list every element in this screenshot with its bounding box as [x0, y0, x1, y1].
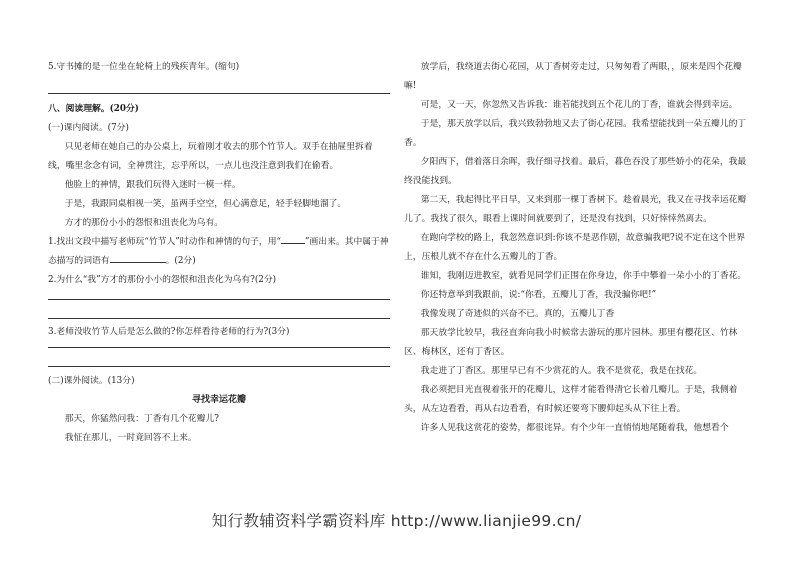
passage-paragraph: 于是，我跟同桌相视一笑，虽两手空空，但心满意足，轻手轻脚地溜了。: [64, 199, 347, 209]
question-1-text-b: ”画出来。其中属于神态描写的词语有: [48, 237, 389, 266]
question-1: [48, 233, 390, 271]
story-paragraph: 放学后，我绕道去街心花园，从丁香树旁走过，只匆匆看了两眼，，原来是四个花瓣嘛!: [404, 62, 742, 91]
left-column: [48, 58, 390, 448]
question-1-text-c: 。(2分): [165, 256, 196, 266]
story-paragraph: 我走进了丁香区。那里早已有不少赏花的人。我不是赏花，我是在找花。: [420, 366, 703, 376]
story-paragraph: 许多人见我这赏花的姿势，都很诧异。有个少年一直悄悄地尾随着我，他想看个: [420, 423, 729, 433]
passage-paragraph: 只见老师在她自己的办公桌上，玩着刚才收去的那个竹节人。双手在抽屉里拆着线，嘴里念念有词，全神贯注，忘乎所以，一点儿也没注意到我们在偷看。: [48, 142, 373, 171]
section-8-heading: 八、阅读理解。(20分): [48, 104, 139, 114]
question-3: 3.老师没收竹节人后是怎么做的?你怎样看待老师的行为?(3分): [48, 327, 290, 337]
footer-watermark: 知行教辅资料学霸资料库 http://www.lianjie99.cn/: [211, 512, 582, 530]
story-paragraph: 可是，又一天，你忽然又告诉我：谁若能找到五个花儿的丁香，谁就会得到幸运。: [420, 100, 738, 110]
story-paragraph: 夕阳西下，借着落日余晖，我仔细寻找着。最后，暮色吞没了那些娇小的花朵，我最终没能找到。: [404, 157, 747, 186]
story-paragraph: 在跑向学校的路上，我忽然意识到:你该不是恶作剧，故意骗我吧?说不定在这个世界上，压根儿就不存在什么五瓣儿的丁香。: [404, 233, 746, 262]
story-paragraph: 那天放学比较早，我径直奔向我小时候常去游玩的那片园林。那里有樱花区、竹林区、梅林区，还有丁香区。: [404, 328, 738, 357]
story-paragraph: 谁知，我刚迈进教室，就看见同学们正围在你身边，你手中攀着一朵小小的丁香花。: [420, 271, 747, 281]
part-1-heading: (一)课内阅读。(7分): [48, 123, 129, 133]
question-1-text-a: 1.找出文段中描写老师玩“竹节人”时动作和神情的句子，用“: [48, 237, 282, 247]
story-paragraph: 我像发现了奇迹似的兴奋不已。真的，五瓣儿丁香: [420, 309, 615, 319]
story-paragraph: 你还特意举到我跟前，说:“你看，五瓣儿丁香，我没骗你吧!”: [420, 290, 657, 300]
story-title: 寻找幸运花瓣: [191, 395, 246, 405]
story-paragraph: 第二天，我起得比平日早，又来到那一棵丁香树下。趁着晨光，我又在寻找幸运花瓣儿了。我找了很久，眼看上课时间就要到了，还是没有找到，只好悻悻然离去。: [404, 195, 747, 224]
story-paragraph: 我必须把目光直视着张开的花瓣儿，这样才能看得清它长着几瓣儿。于是，我侧着头，从左边看看，再从右边看看，有时候还要弯下腰仰起头从下往上看。: [404, 385, 738, 414]
story-paragraph: 那天，你猛然问我：丁香有几个花瓣儿?: [64, 414, 219, 424]
question-5: 5.守书摊的是一位坐在轮椅上的残疾青年。(缩句): [48, 62, 240, 72]
answer-blank[interactable]: [110, 262, 166, 263]
right-column: [404, 58, 750, 438]
passage-paragraph: 他脸上的神情，跟我们玩得入迷时一模一样。: [64, 180, 241, 190]
passage-paragraph: 方才的那份小小的怨恨和沮丧化为乌有。: [64, 218, 224, 228]
underline-mark: [281, 243, 305, 244]
part-2-heading: (二)课外阅读。(13分): [48, 376, 135, 386]
question-2: 2.为什么“我”方才的那份小小的怨恨和沮丧化为乌有?(2分): [48, 275, 277, 285]
story-paragraph: 于是，那天放学以后，我兴致勃勃地又去了街心花园。我希望能找到一朵五瓣儿的丁香。: [404, 119, 747, 148]
story-paragraph: 我怔在那儿，一时竟回答不上来。: [64, 433, 197, 443]
